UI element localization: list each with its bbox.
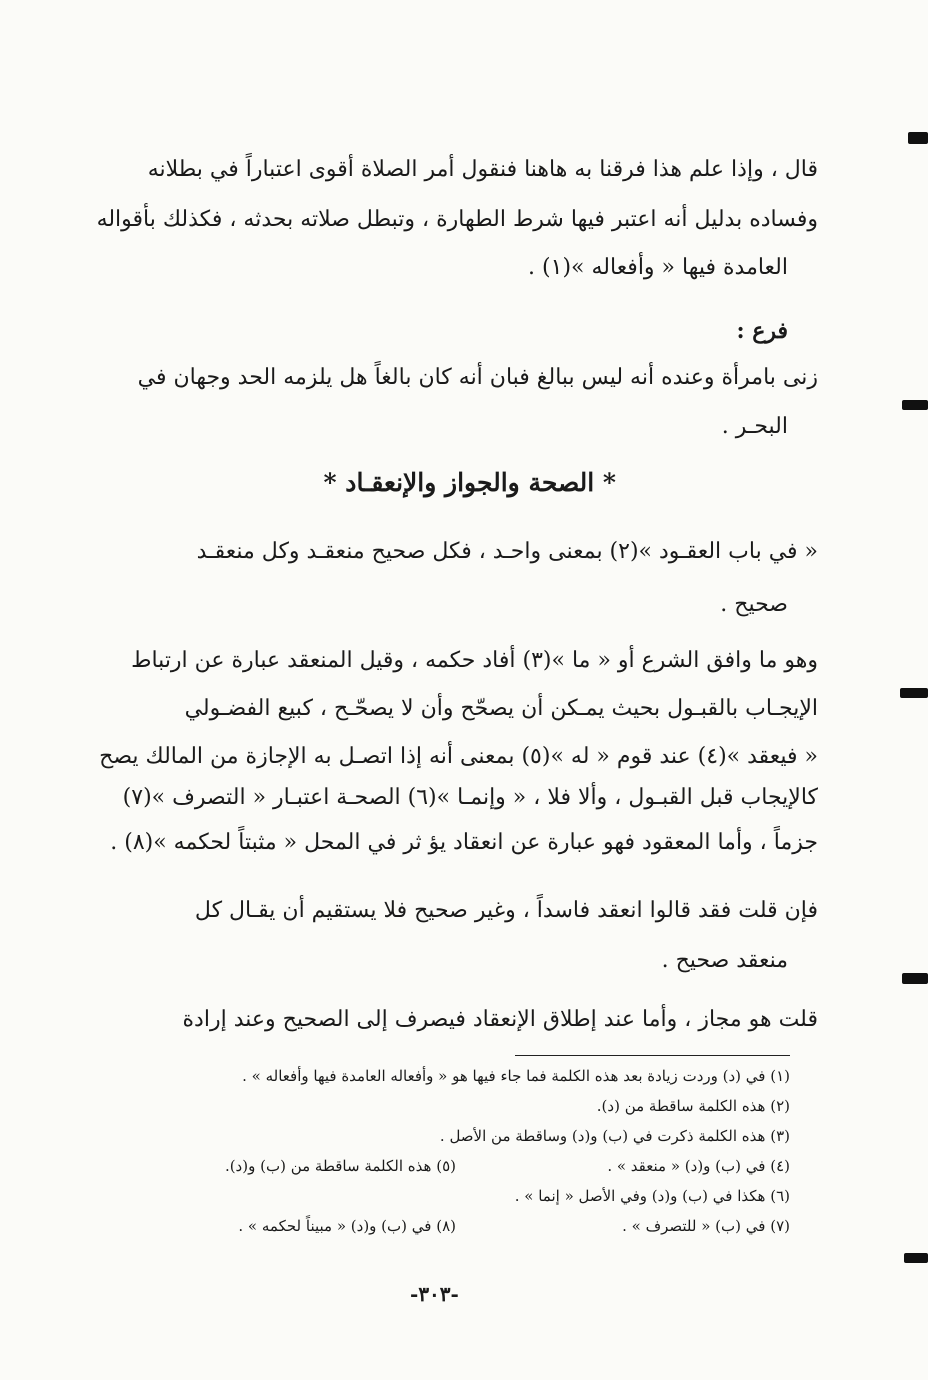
text-line: جزماً ، وأما المعقود فهو عبارة عن انعقاد يؤ ثر في المحل « مثبتاً لحكمه »(٨) .	[110, 830, 818, 855]
margin-mark	[908, 132, 928, 144]
margin-mark	[904, 1253, 928, 1263]
text-line: منعقد صحيح .	[661, 948, 788, 973]
text-line: وفساده بدليل أنه اعتبر فيها شرط الطهارة ، وتبطل صلاته بحدثه ، فكذلك بأقواله	[96, 207, 818, 232]
text-line: « في باب العقـود »(٢) بمعنى واحـد ، فكل صحيح منعقـد وكل منعقـد	[196, 539, 818, 564]
text-line: فإن قلت فقد قالوا انعقد فاسداً ، وغير صحيح فلا يستقيم أن يقـال كل	[194, 898, 818, 923]
footnote-6: (٦) هكذا في (ب) و(د) وفي الأصل « إنما » .	[514, 1187, 790, 1205]
branch-label: فرع :	[736, 318, 788, 344]
footnote-1: (١) في (د) وردت زيادة بعد هذه الكلمة فما جاء فيها هو « وأفعاله العامدة فيها وأفعاله » .	[242, 1067, 790, 1085]
footnote-5: (٥) هذه الكلمة ساقطة من (ب) و(د).	[224, 1157, 456, 1175]
text-line: العامدة فيها « وأفعاله »(١) .	[528, 255, 788, 280]
text-line: صحيح .	[720, 592, 788, 617]
margin-mark	[902, 973, 928, 984]
footnote-7: (٧) في (ب) « للتصرف » .	[622, 1217, 790, 1235]
footnote-separator	[515, 1055, 790, 1056]
page-number: -٣٠٣-	[410, 1282, 459, 1306]
margin-mark	[902, 400, 928, 410]
text-line: قلت هو مجاز ، وأما عند إطلاق الإنعقاد فيصرف إلى الصحيح وعند إرادة	[182, 1007, 818, 1032]
text-line: الإيجـاب بالقبـول بحيث يمـكن أن يصحّح وأن لا يصحّـح ، كبيع الفضـولي	[184, 696, 818, 721]
footnote-2: (٢) هذه الكلمة ساقطة من (د).	[596, 1097, 790, 1115]
text-line: وهو ما وافق الشرع أو « ما »(٣) أفاد حكمه ، وقيل المنعقد عبارة عن ارتباط	[131, 648, 818, 673]
text-line: زنى بامرأة وعنده أنه ليس ببالغ فبان أنه كان بالغاً هل يلزمه الحد وجهان في	[137, 365, 818, 390]
text-line: البحـر .	[721, 414, 788, 439]
text-line: كالإيجاب قبل القبـول ، وألا فلا ، « وإنمـا »(٦) الصحـة اعتبـار « التصرف »(٧)	[122, 785, 818, 810]
footnote-4: (٤) في (ب) و(د) « منعقد » .	[607, 1157, 790, 1175]
footnote-3: (٣) هذه الكلمة ذكرت في (ب) و(د) وساقطة من الأصل .	[439, 1127, 790, 1145]
footnote-8: (٨) في (ب) و(د) « مبيناً لحكمه » .	[238, 1217, 456, 1235]
section-heading: * الصحة والجواز والإنعقـاد *	[323, 468, 616, 497]
margin-mark	[900, 688, 928, 698]
text-line: « فيعقد »(٤) عند قوم « له »(٥) بمعنى أنه إذا اتصـل به الإجازة من المالك يصح	[99, 744, 818, 769]
text-line: قال ، وإذا علم هذا فرقنا به هاهنا فنقول أمر الصلاة أقوى اعتباراً في بطلانه	[147, 157, 818, 182]
